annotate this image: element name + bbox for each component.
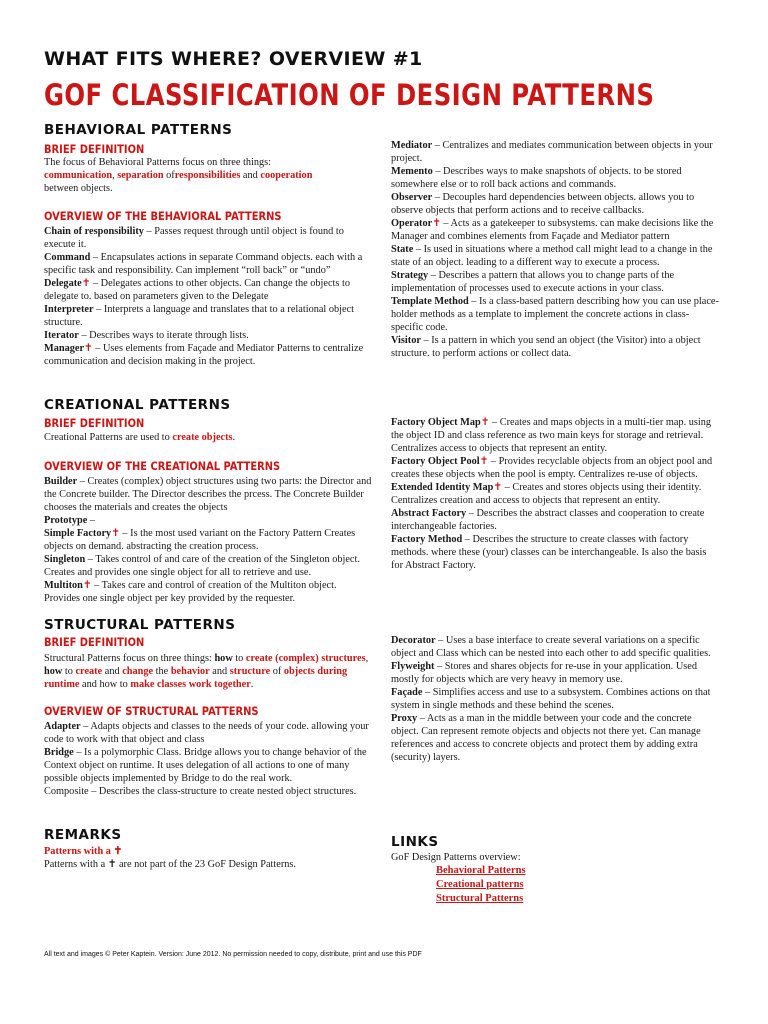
creational-overview-heading: OVERVIEW OF THE CREATIONAL PATTERNS <box>44 459 281 473</box>
pattern-description: – Takes care and control of creation of the Multiton object. Provides one single object per key provided by the requester. <box>44 580 337 604</box>
pattern-description: – Is a pattern in which you send an object (the Visitor) into a object structure. to perform actions or collect data. <box>391 335 701 359</box>
pattern-description: – Describes the abstract classes and cooperation to create interchangeable factories. <box>391 508 705 532</box>
pattern-name: Abstract Factory <box>391 508 467 519</box>
cross-mark: ✝ <box>111 528 120 539</box>
pattern-name: Manager <box>44 343 85 354</box>
structural-heading: STRUCTURAL PATTERNS <box>44 617 236 633</box>
structural-brief-term: create <box>75 666 103 677</box>
cross-mark: ✝ <box>81 278 91 289</box>
pattern-description: – Encapsulates actions in separate Command objects. each with a specific task and responsibility. Can implement “roll back” or “undo” <box>44 252 363 276</box>
remarks-body <box>44 845 374 871</box>
pattern-description: – Decouples hard dependencies between objects. allows you to observe objects that perform actions and to receive callbacks. <box>391 192 695 216</box>
pattern-description: – Provides recyclable objects from an object pool and creates these objects when the pool is empty. Centralizes re-use of objects. <box>391 456 713 480</box>
structural-brief-text: , <box>365 653 369 664</box>
pattern-item <box>391 334 719 360</box>
behavioral-list-right <box>391 139 719 360</box>
pattern-item <box>44 746 374 785</box>
structural-brief-text: to <box>62 666 76 677</box>
pattern-name: Factory Method <box>391 534 463 545</box>
pattern-item <box>391 243 719 269</box>
creational-brief-intro: Creational Patterns are used to <box>44 432 173 443</box>
pattern-item <box>44 514 374 527</box>
pattern-description: – Is used in situations where a method call might lead to a change in the state of an object. leading to a different way to execute a process. <box>391 244 713 268</box>
classification-title: GOF CLASSIFICATION OF DESIGN PATTERNS <box>44 78 655 112</box>
structural-brief-text: how <box>214 653 233 664</box>
pattern-description: Composite – Describes the class-structure to create nested object structures. <box>44 786 357 797</box>
link-behavioral-patterns[interactable]: Behavioral Patterns <box>436 865 526 876</box>
structural-brief-term: objects during runtime <box>44 666 348 690</box>
creational-brief-term: create objects <box>172 432 233 443</box>
cross-mark: ✝ <box>82 580 92 591</box>
pattern-description: – Adapts objects and classes to the needs of your code. allowing your code to work with that object and class <box>44 721 369 745</box>
structural-brief-intro: Structural Patterns focus on three things: <box>44 653 215 664</box>
pattern-name: Memento <box>391 166 433 177</box>
creational-brief-text: . <box>232 432 236 443</box>
pattern-item <box>391 416 719 455</box>
pattern-item <box>391 507 719 533</box>
structural-brief-text: and how to <box>79 679 131 690</box>
pattern-description: – Creates and maps objects in a multi-tier map. using the object ID and class reference as two main keys for storage and retrieval. Centralizes access to objects that represent an entity. <box>391 417 712 454</box>
pattern-name: Visitor <box>391 335 421 346</box>
pattern-description: – Creates and stores objects using their identity. Centralizes creation and access to objects that represent an entity. <box>391 482 702 506</box>
pattern-item <box>44 579 374 605</box>
creational-heading: CREATIONAL PATTERNS <box>44 397 231 413</box>
structural-brief-term: create (complex) structures <box>245 653 366 664</box>
structural-brief-term: make classes work together <box>130 679 251 690</box>
pattern-description: – Is a polymorphic Class. Bridge allows you to change behavior of the Context object on runtime. It uses delegation of all actions to one of many possible objects implemented by Bridge to do the real work. <box>44 747 367 784</box>
pattern-name: Iterator <box>44 330 79 341</box>
creational-brief-heading: BRIEF DEFINITION <box>44 416 145 430</box>
pattern-name: Bridge <box>44 747 74 758</box>
behavioral-overview-heading: OVERVIEW OF THE BEHAVIORAL PATTERNS <box>44 209 282 223</box>
creational-list-right <box>391 416 719 572</box>
structural-brief-text: of <box>270 666 284 677</box>
structural-brief-text: how <box>44 666 63 677</box>
pattern-name: Observer <box>391 192 433 203</box>
pattern-item <box>391 295 719 334</box>
structural-list-left <box>44 720 374 798</box>
pattern-item <box>391 533 719 572</box>
remarks-heading: REMARKS <box>44 827 122 843</box>
pattern-name: Singleton <box>44 554 86 565</box>
pattern-description: – Passes request through until object is found to execute it. <box>44 226 344 250</box>
structural-brief-text: . <box>250 679 254 690</box>
pattern-name: Flyweight <box>391 661 435 672</box>
remarks-text: Patterns with a ✝ are not part of the 23 GoF Design Patterns. <box>44 859 296 870</box>
behavioral-brief-text: between objects. <box>44 183 113 194</box>
behavioral-brief: The focus of Behavioral Patterns focus on three things: communication, separation ofresponsibilities and cooperation between objects. <box>44 157 313 194</box>
pattern-item <box>391 217 719 243</box>
behavioral-brief-term: cooperation <box>260 170 313 181</box>
pattern-item <box>44 527 374 553</box>
pattern-item <box>391 686 719 712</box>
pattern-item <box>44 342 374 368</box>
pattern-name: Delegate <box>44 278 82 289</box>
pattern-name: Operator <box>391 218 433 229</box>
structural-brief-text: and <box>102 666 123 677</box>
structural-brief-heading: BRIEF DEFINITION <box>44 635 145 649</box>
pattern-name: State <box>391 244 414 255</box>
behavioral-brief-term: responsibilities <box>174 170 241 181</box>
pattern-description: – Simplifies access and use to a subsystem. Combines actions on that system in single methods and these behind the scenes. <box>391 687 711 711</box>
structural-brief-term: behavior <box>170 666 210 677</box>
behavioral-list-left <box>44 225 374 368</box>
pattern-item <box>44 277 374 303</box>
pattern-name: Extended Identity Map <box>391 482 494 493</box>
structural-brief-text: the <box>153 666 171 677</box>
link-structural-patterns[interactable]: Structural Patterns <box>436 893 524 904</box>
pattern-description: – Describes the structure to create classes with factory methods. where these (your) classes can be interchangeable. Is also the basis for Abstract Factory. <box>391 534 707 571</box>
structural-brief-term: change <box>122 666 154 677</box>
behavioral-brief-text: and <box>242 170 258 181</box>
behavioral-brief-term: separation <box>117 170 164 181</box>
pattern-description: – Acts as a gatekeeper to subsystems. can make decisions like the Manager and combines elements from Façade and Mediator pattern <box>391 218 714 242</box>
pattern-name: Façade <box>391 687 423 698</box>
pattern-description: – Describes ways to iterate through lists. <box>78 330 249 341</box>
pattern-item <box>391 660 719 686</box>
pattern-description: – Describes ways to make snapshots of objects. to be stored somewhere else or to roll back actions and commands. <box>391 166 682 190</box>
pattern-name: Factory Object Map <box>391 417 481 428</box>
behavioral-heading: BEHAVIORAL PATTERNS <box>44 122 233 138</box>
pattern-name: Mediator <box>391 140 433 151</box>
pattern-item <box>44 553 374 579</box>
pattern-item <box>391 481 719 507</box>
pattern-item <box>391 712 719 764</box>
structural-brief <box>44 652 374 691</box>
pattern-description: – <box>87 515 96 526</box>
cross-mark: ✝ <box>493 482 503 493</box>
pattern-item <box>391 455 719 481</box>
behavioral-brief-heading: BRIEF DEFINITION <box>44 142 145 156</box>
pattern-item <box>391 191 719 217</box>
pattern-description: – Acts as a man in the middle between your code and the concrete object. Can represent remote objects and objects not there yet. Can manage references and access to concrete objects and protect them by adding extra (security) layers. <box>391 713 701 763</box>
pattern-name: Interpreter <box>44 304 94 315</box>
pattern-item <box>391 139 719 165</box>
pattern-item <box>44 720 374 746</box>
pattern-item <box>391 634 719 660</box>
pattern-description: – Is the most used variant on the Factory Pattern Creates objects on demand. abstracting the creation process. <box>44 528 356 552</box>
pattern-name: Factory Object Pool <box>391 456 480 467</box>
structural-brief-term: structure <box>229 666 271 677</box>
cross-mark: ✝ <box>480 417 490 428</box>
pattern-name: Strategy <box>391 270 429 281</box>
pattern-name: Prototype <box>44 515 88 526</box>
pattern-item <box>44 251 374 277</box>
pattern-item <box>44 785 374 798</box>
cross-mark: ✝ <box>479 456 489 467</box>
pattern-name: Multiton <box>44 580 83 591</box>
structural-overview-heading: OVERVIEW OF STRUCTURAL PATTERNS <box>44 704 259 718</box>
pattern-name: Builder <box>44 476 78 487</box>
pattern-item <box>44 475 374 514</box>
pattern-description: – Centralizes and mediates communication between objects in your project. <box>391 140 713 164</box>
pattern-name: Decorator <box>391 635 436 646</box>
pattern-item <box>44 303 374 329</box>
pattern-description: – Uses a base interface to create several variations on a specific object and Class which can be nested into each other to add specific qualities. <box>391 635 711 659</box>
link-creational-patterns[interactable]: Creational patterns <box>436 879 524 890</box>
structural-brief-text: to <box>232 653 246 664</box>
overview-title: WHAT FITS WHERE? OVERVIEW #1 <box>44 48 423 70</box>
pattern-item <box>391 269 719 295</box>
pattern-description: – Stores and shares objects for re-use in your application. Used mostly for objects which are very heavy in memory use. <box>391 661 697 685</box>
cross-mark: ✝ <box>432 218 441 229</box>
pattern-name: Proxy <box>391 713 418 724</box>
pattern-description: – Uses elements from Façade and Mediator Patterns to centralize communication and decision making in the project. <box>44 343 364 367</box>
pattern-description: – Describes a pattern that allows you to change parts of the implementation of processes used to execute actions in your class. <box>391 270 675 294</box>
links-list <box>436 864 526 906</box>
pattern-name: Template Method <box>391 296 469 307</box>
pattern-description: – Is a class-based pattern describing how you can use place-holder methods as a template to implement the concrete actions in class-specific code. <box>391 296 719 333</box>
pattern-description: – Takes control of and care of the creation of the Singleton object. Creates and provides one single object for all to retrieve and use. <box>44 554 360 578</box>
pattern-name: Adapter <box>44 721 81 732</box>
copyright-footer: All text and images © Peter Kaptein. Version: June 2012. No permission needed to copy, distribute, print and use this PDF <box>44 951 422 958</box>
pattern-item <box>391 165 719 191</box>
creational-brief <box>44 431 374 444</box>
pattern-description: – Interprets a language and translates that to a relational object structure. <box>44 304 355 328</box>
behavioral-brief-intro: The focus of Behavioral Patterns focus on three things: <box>44 157 272 168</box>
remarks-label: Patterns with a ✝ <box>44 846 123 857</box>
creational-list-left <box>44 475 374 605</box>
pattern-item <box>44 329 374 342</box>
pattern-item <box>44 225 374 251</box>
cross-mark: ✝ <box>84 343 93 354</box>
behavioral-brief-text: of <box>166 170 175 181</box>
links-heading: LINKS <box>391 834 439 850</box>
pattern-description: – Creates (complex) object structures using two parts: the Director and the Concrete builder. The Director describes the prcess. The Concrete Builder chooses the materials and creates the objects <box>44 476 372 513</box>
structural-brief-text: and <box>209 666 230 677</box>
structural-list-right <box>391 634 719 764</box>
links-intro: GoF Design Patterns overview: <box>391 852 521 863</box>
pattern-name: Simple Factory <box>44 528 112 539</box>
pattern-description: – Delegates actions to other objects. Can change the objects to delegate to. based on parameters given to the Delegate <box>44 278 351 302</box>
pattern-name: Command <box>44 252 91 263</box>
behavioral-brief-term: communication <box>44 170 113 181</box>
pattern-name: Chain of responsibility <box>44 226 144 237</box>
